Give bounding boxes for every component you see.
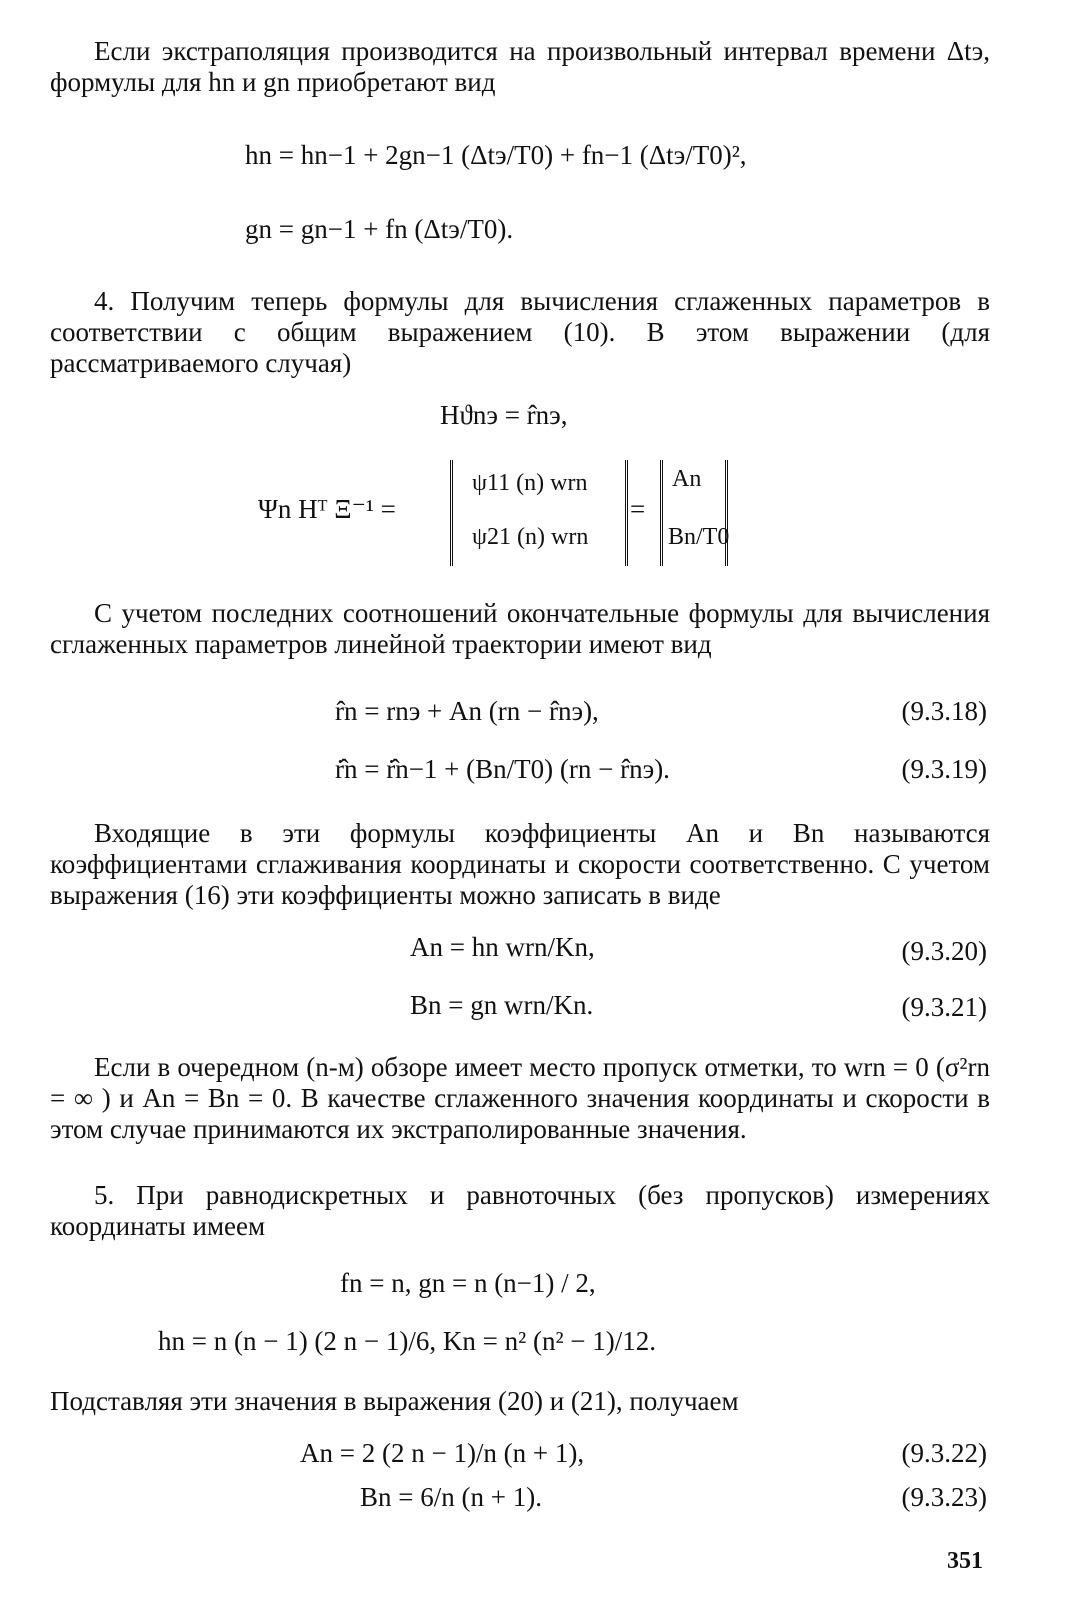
equation-b-n-final: Bn = 6/n (n + 1). <box>360 1482 542 1512</box>
equation-r-hat: r̂n = rnэ + An (rn − r̂nэ), <box>335 696 599 726</box>
equation-number-23: (9.3.23) <box>901 1482 987 1512</box>
paragraph-extrapolation: Если экстраполяция производится на произвольный интервал времени Δtэ, формулы для hn и gn приобретают вид <box>50 36 990 97</box>
paragraph-final-formulas: С учетом последних соотношений окончательные формулы для вычисления сглаженных параметров линейной траектории имеют вид <box>50 598 990 659</box>
page-number: 351 <box>947 1548 983 1574</box>
equation-a-n-final: An = 2 (2 n − 1)/n (n + 1), <box>300 1438 585 1468</box>
equation-r-dot-hat: ṙ̂n = ṙ̂n−1 + (Bn/T0) (rn − r̂nэ). <box>335 754 670 784</box>
matrix-1-row-1: ψ11 (n) wrn <box>472 470 588 496</box>
equation-number-21: (9.3.21) <box>901 992 987 1022</box>
equation-number-20: (9.3.20) <box>901 936 987 966</box>
paragraph-equal-discrete: 5. При равнодискретных и равноточных (без пропусков) измерениях координаты имеем <box>50 1180 990 1241</box>
matrix-2-row-2: Bn/T0 <box>668 524 730 550</box>
paragraph-missed-mark: Если в очередном (n-м) обзоре имеет место пропуск отметки, то wrn = 0 (σ²rn = ∞ ) и An = Bn = 0. В качестве сглаженного значения координаты и скорости в этом случае принимаются их экстраполированные значения. <box>50 1052 990 1144</box>
paragraph-coefficients: Входящие в эти формулы коэффициенты An и Bn называются коэффициентами сглаживания координаты и скорости соответственно. С учетом выражения (16) эти коэффициенты можно записать в виде <box>50 818 990 910</box>
equation-a-n: An = hn wrn/Kn, <box>410 932 595 962</box>
equals-sign: = <box>630 494 646 524</box>
paragraph-substitution: Подставляя эти значения в выражения (20) и (21), получаем <box>50 1386 739 1416</box>
equation-psi-lhs: Ψn Hᵀ Ξ⁻¹ = <box>258 494 396 524</box>
equation-number-18: (9.3.18) <box>901 696 987 726</box>
matrix-1-row-2: ψ21 (n) wrn <box>472 524 589 550</box>
matrix-2-row-1: An <box>672 466 702 492</box>
equation-h-theta: Hϑnэ = r̂nэ, <box>440 400 568 430</box>
paragraph-smoothed-params: 4. Получим теперь формулы для вычисления сглаженных параметров в соответствии с общим выражением (10). В этом выражении (для рассматриваемого случая) <box>50 286 990 378</box>
equation-h-k: hn = n (n − 1) (2 n − 1)/6, Kn = n² (n² − 1)/12. <box>158 1326 657 1356</box>
equation-g-n: gn = gn−1 + fn (Δtэ/T0). <box>245 214 514 244</box>
equation-number-19: (9.3.19) <box>901 754 987 784</box>
equation-f-g: fn = n, gn = n (n−1) / 2, <box>340 1268 596 1298</box>
equation-b-n: Bn = gn wrn/Kn. <box>410 990 594 1020</box>
equation-h-n: hn = hn−1 + 2gn−1 (Δtэ/T0) + fn−1 (Δtэ/T0)², <box>245 140 747 170</box>
equation-number-22: (9.3.22) <box>901 1438 987 1468</box>
